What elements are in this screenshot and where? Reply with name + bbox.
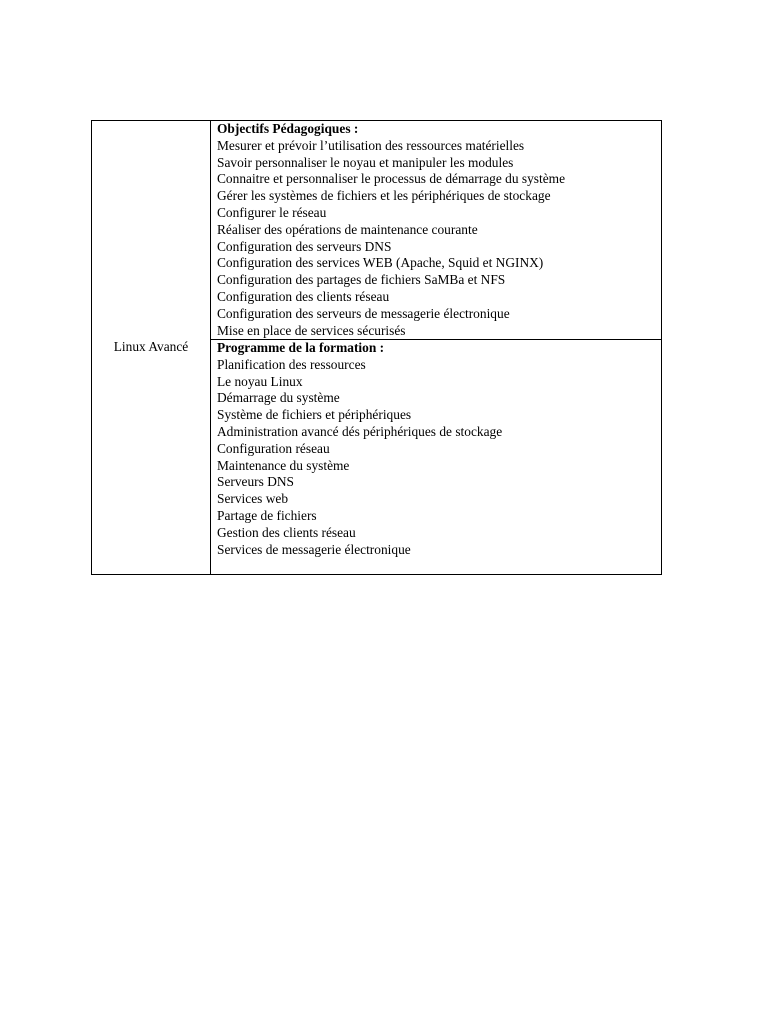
objective-item: Connaitre et personnaliser le processus de démarrage du système	[217, 171, 566, 187]
objective-item: Mesurer et prévoir l’utilisation des ressources matérielles	[217, 137, 525, 153]
programme-item: Services de messagerie électronique	[217, 541, 411, 557]
course-table	[91, 120, 662, 575]
programme-heading: Programme de la formation :	[217, 340, 385, 355]
objectives-cell	[211, 121, 661, 340]
programme-item: Système de fichiers et périphériques	[217, 407, 412, 423]
objective-item: Réaliser des opérations de maintenance courante	[217, 221, 478, 237]
programme-item: Maintenance du système	[217, 457, 350, 473]
programme-item: Gestion des clients réseau	[217, 524, 356, 540]
objective-item: Configuration des serveurs DNS	[217, 238, 392, 254]
programme-item: Administration avancé dés périphériques de stockage	[217, 423, 503, 439]
objective-item: Gérer les systèmes de fichiers et les périphériques de stockage	[217, 188, 551, 204]
programme-item: Configuration réseau	[217, 440, 330, 456]
programme-list	[217, 357, 661, 559]
objective-item: Configuration des services WEB (Apache, Squid et NGINX)	[217, 255, 544, 271]
programme-item: Planification des ressources	[217, 356, 366, 372]
objective-item: Configurer le réseau	[217, 204, 327, 220]
objective-item: Configuration des clients réseau	[217, 288, 390, 304]
programme-item: Serveurs DNS	[217, 474, 294, 490]
course-name-cell	[92, 121, 211, 574]
programme-item: Partage de fichiers	[217, 507, 317, 523]
course-name: Linux Avancé	[113, 339, 189, 355]
programme-item: Démarrage du système	[217, 390, 340, 406]
objective-item: Configuration des serveurs de messagerie électronique	[217, 305, 510, 321]
objective-item: Configuration des partages de fichiers SaMBa et NFS	[217, 272, 506, 288]
objective-item: Mise en place de services sécurisés	[217, 322, 406, 338]
objectives-list	[217, 138, 661, 340]
programme-item: Le noyau Linux	[217, 373, 303, 389]
programme-cell	[211, 340, 661, 574]
objective-item: Savoir personnaliser le noyau et manipuler les modules	[217, 154, 514, 170]
programme-item: Services web	[217, 491, 289, 507]
objectives-heading: Objectifs Pédagogiques :	[217, 121, 359, 136]
